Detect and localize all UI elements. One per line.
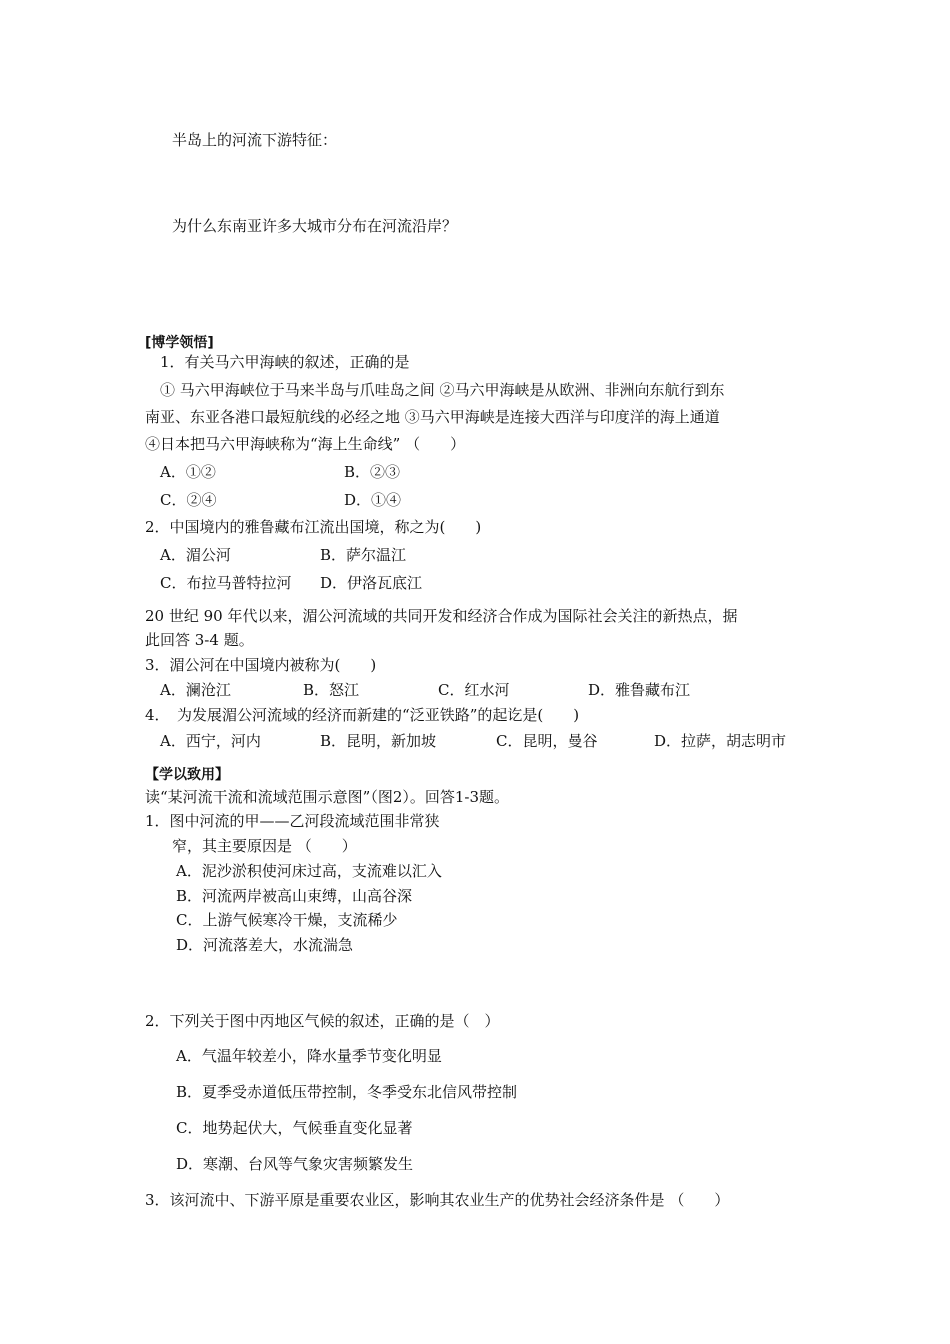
s2-q1-option-c: C．上游气候寒冷干燥，支流稀少 [176, 911, 398, 929]
s1-q2-option-b: B．萨尔温江 [320, 546, 407, 564]
s2-q2-stem: 2．下列关于图中丙地区气候的叙述，正确的是（ ） [145, 1012, 500, 1030]
s1-context-line1: 20 世纪 90 年代以来，湄公河流域的共同开发和经济合作成为国际社会关注的新热点，据 [145, 607, 738, 625]
s1-q2-option-d: D．伊洛瓦底江 [320, 574, 423, 592]
s1-context-line2: 此回答 3-4 题。 [145, 631, 254, 649]
s1-q4-option-a: A．西宁，河内 [160, 732, 261, 750]
s1-q4-stem: 4． 为发展湄公河流域的经济而新建的“泛亚铁路”的起讫是( ) [145, 706, 580, 724]
s2-q2-option-d: D．寒潮、台风等气象灾害频繁发生 [176, 1155, 414, 1173]
s1-q2-option-a: A．湄公河 [160, 546, 231, 564]
s1-q1-option-a: A．①② [160, 463, 216, 481]
question-lower-reaches: 半岛上的河流下游特征： [172, 131, 338, 149]
s1-q2-stem: 2．中国境内的雅鲁藏布江流出国境，称之为( ) [145, 518, 482, 536]
s1-q3-option-a: A．澜沧江 [160, 681, 231, 699]
s1-q1-line3: ④日本把马六甲海峡称为“海上生命线” （ ） [145, 435, 466, 453]
s1-q4-option-d: D．拉萨，胡志明市 [654, 732, 787, 750]
s2-q2-option-b: B．夏季受赤道低压带控制，冬季受东北信风带控制 [176, 1083, 518, 1101]
s1-q4-option-b: B．昆明，新加坡 [320, 732, 437, 750]
s1-q1-option-d: D．①④ [344, 491, 402, 509]
s2-q3-stem: 3．该河流中、下游平原是重要农业区，影响其农业生产的优势社会经济条件是 （ ） [145, 1191, 730, 1209]
question-cities: 为什么东南亚许多大城市分布在河流沿岸？ [172, 217, 458, 235]
s1-q3-option-d: D．雅鲁藏布江 [588, 681, 691, 699]
s1-q1-option-c: C．②④ [160, 491, 217, 509]
section-title-xueyi: 【学以致用】 [145, 767, 229, 783]
s2-q1-stem-line1: 1．图中河流的甲——乙河段流域范围非常狭 [145, 812, 440, 830]
s1-q4-option-c: C．昆明，曼谷 [496, 732, 598, 750]
s1-q3-option-b: B．怒江 [303, 681, 360, 699]
s2-q2-option-a: A．气温年较差小，降水量季节变化明显 [176, 1047, 442, 1065]
s2-q2-option-c: C．地势起伏大，气候垂直变化显著 [176, 1119, 413, 1137]
s1-q1-line1: ① 马六甲海峡位于马来半岛与爪哇岛之间 ②马六甲海峡是从欧洲、非洲向东航行到东 [160, 381, 725, 399]
s2-intro: 读“某河流干流和流域范围示意图”（图2）。回答1-3题。 [145, 788, 510, 806]
s2-q1-stem-line2: 窄，其主要原因是 （ ） [172, 837, 357, 855]
s1-q3-stem: 3．湄公河在中国境内被称为( ) [145, 656, 377, 674]
s1-q1-line2: 南亚、东亚各港口最短航线的必经之地 ③马六甲海峡是连接大西洋与印度洋的海上通道 [145, 408, 720, 426]
s1-q2-option-c: C．布拉马普特拉河 [160, 574, 292, 592]
s1-q3-option-c: C．红水河 [438, 681, 510, 699]
s2-q1-option-b: B．河流两岸被高山束缚，山高谷深 [176, 887, 413, 905]
s2-q1-option-d: D．河流落差大，水流湍急 [176, 936, 354, 954]
s1-q1-stem: 1．有关马六甲海峡的叙述，正确的是 [160, 353, 410, 371]
s1-q1-option-b: B．②③ [344, 463, 401, 481]
s2-q1-option-a: A．泥沙淤积使河床过高，支流难以汇入 [176, 862, 442, 880]
section-title-boxue: [博学领悟] [145, 335, 214, 351]
